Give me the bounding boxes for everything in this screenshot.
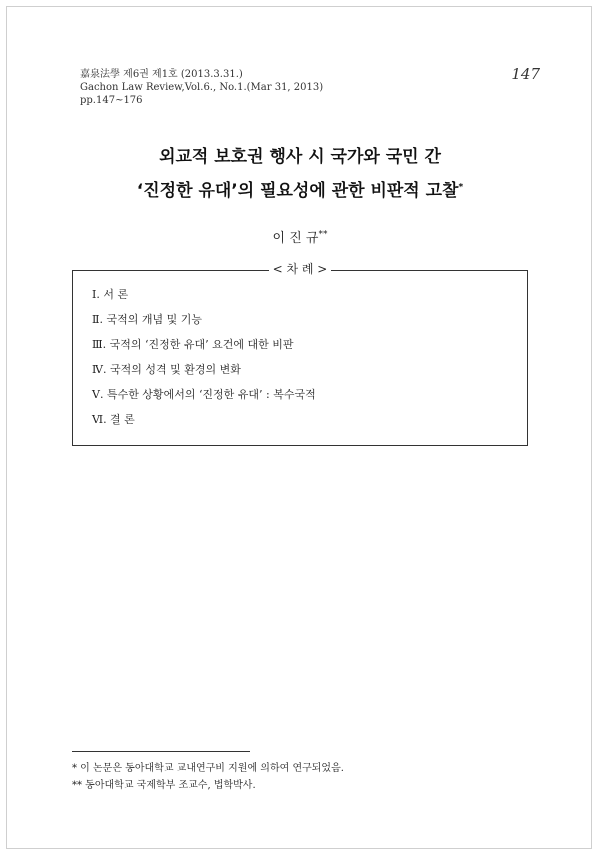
journal-header: [80, 68, 323, 107]
footnote-2: ** 동아대학교 국제학부 조교수, 법학박사.: [72, 780, 256, 791]
toc-item: Ⅲ. 국적의 ‘진정한 유대’ 요건에 대한 비판: [92, 338, 294, 351]
paper-title-line2: [0, 176, 600, 201]
toc-item: Ⅵ. 결 론: [92, 413, 135, 426]
footnote-divider: [72, 751, 250, 752]
journal-citation-english: Gachon Law Review,Vol.6., No.1.(Mar 31, 2013): [80, 82, 324, 93]
journal-citation-korean: 嘉泉法學 제6권 제1호 (2013.3.31.): [80, 69, 243, 80]
paper-title-line2-text: ‘진정한 유대’의 필요성에 관한 비판적 고찰: [136, 181, 459, 201]
footnotes: [72, 760, 344, 794]
toc-heading: [0, 260, 600, 277]
paper-title-line1: 외교적 보호권 행사 시 국가와 국민 간: [159, 147, 441, 167]
toc-item: Ⅳ. 국적의 성격 및 환경의 변화: [92, 363, 241, 376]
author: [0, 227, 600, 246]
footnote-1: * 이 논문은 동아대학교 교내연구비 지원에 의하여 연구되었음.: [72, 763, 344, 774]
author-footnote-mark: **: [318, 229, 328, 240]
toc-heading-text: < 차 례 >: [269, 262, 332, 276]
toc-item: Ⅱ. 국적의 개념 및 기능: [92, 313, 202, 326]
page-number: 147: [511, 65, 540, 83]
toc-item: Ⅰ. 서 론: [92, 288, 129, 301]
author-name: 이 진 규: [272, 231, 319, 246]
title-footnote-mark: *: [458, 182, 464, 193]
toc-list: [92, 287, 316, 437]
page-range: pp.147~176: [80, 95, 143, 106]
toc-item: Ⅴ. 특수한 상황에서의 ‘진정한 유대’ : 복수국적: [92, 388, 316, 401]
